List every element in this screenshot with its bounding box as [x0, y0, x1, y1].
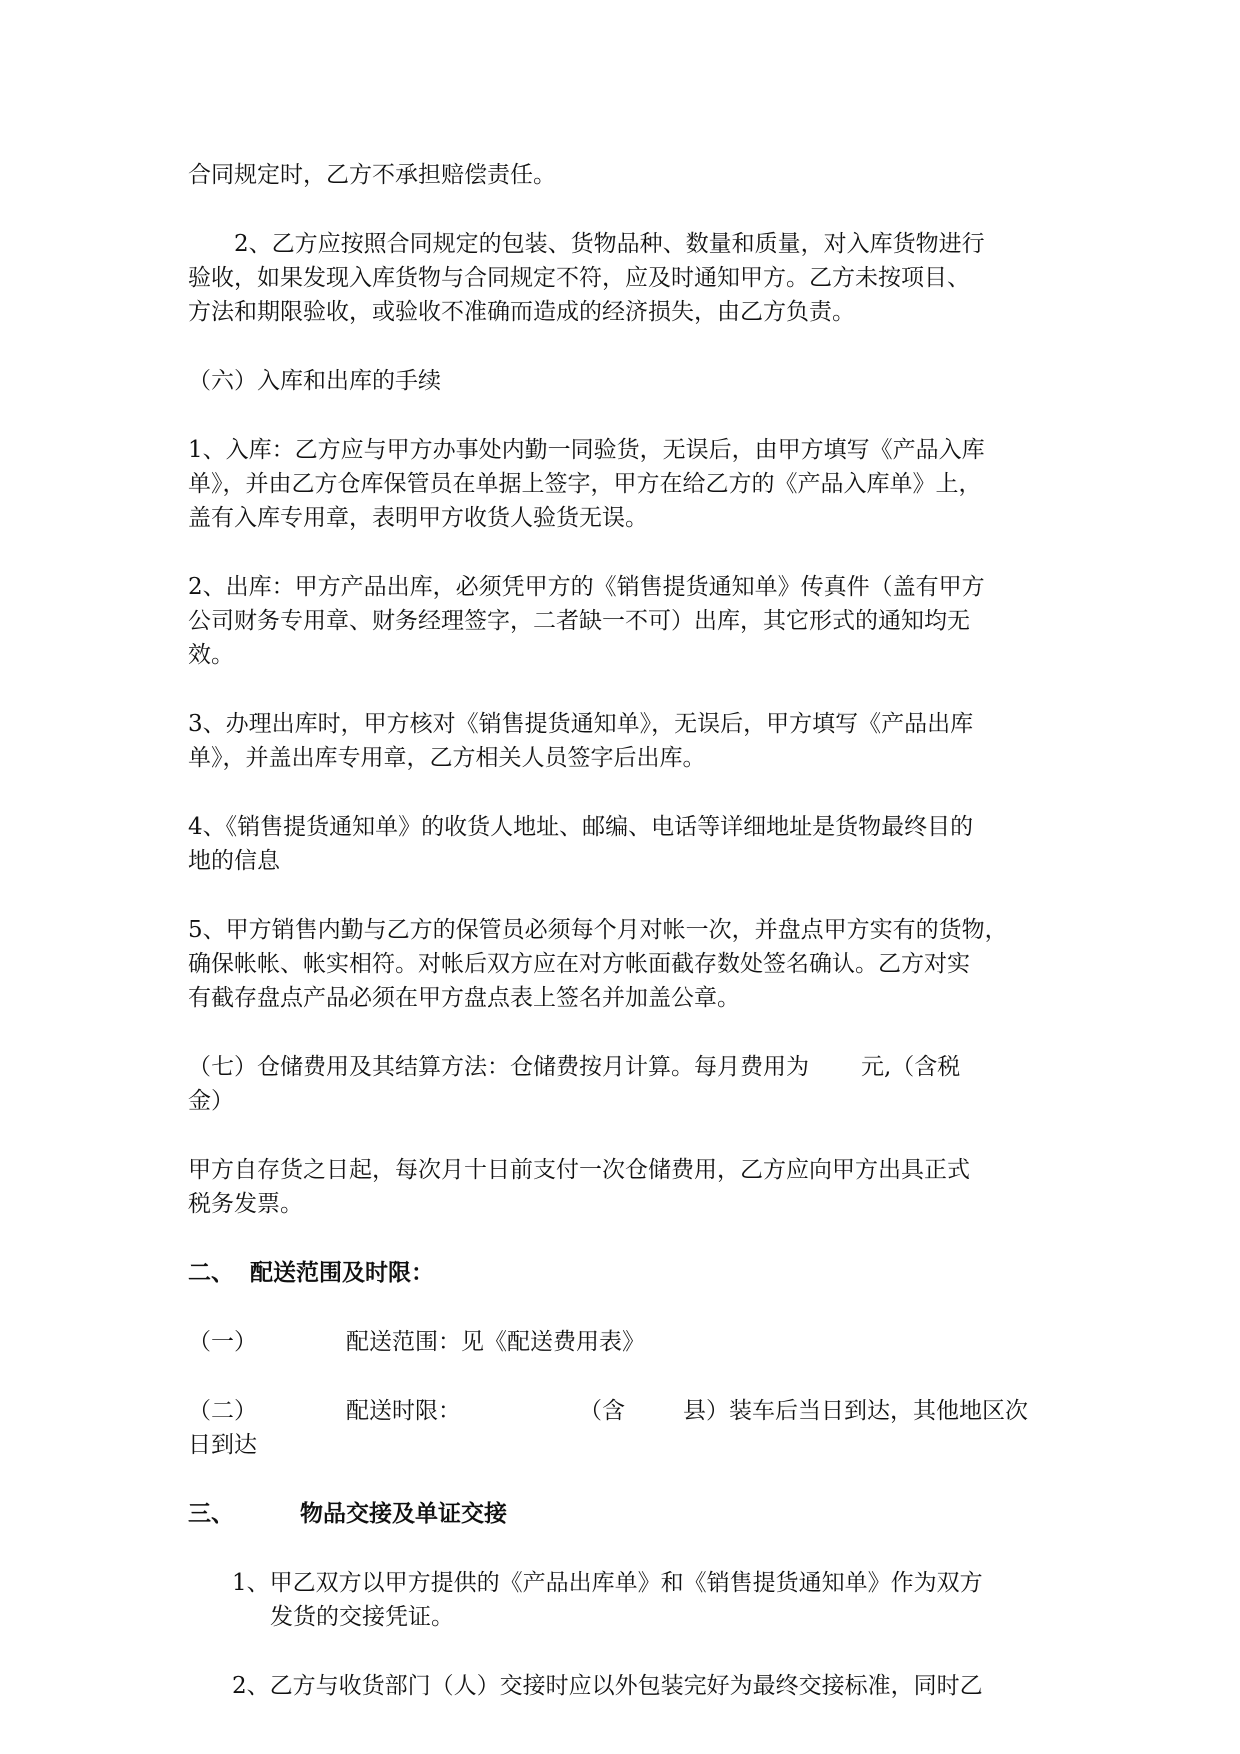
fee-unit: 元,（含税 — [861, 1054, 961, 1080]
text-line — [188, 1394, 1060, 1428]
section-7-storage-fees — [188, 1050, 1060, 1118]
item-warehousing-out — [188, 570, 1060, 672]
text-line: 金） — [188, 1088, 234, 1114]
sub-number: （二） — [188, 1398, 257, 1424]
item-outbound-procedure — [188, 707, 1060, 775]
heading-delivery-scope — [188, 1256, 1060, 1290]
text-line: 日到达 — [188, 1432, 257, 1458]
heading-title: 物品交接及单证交接 — [300, 1500, 507, 1527]
text-line: 方法和期限验收，或验收不准确而造成的经济损失，由乙方负责。 — [188, 299, 855, 325]
sub-delivery-range — [188, 1325, 1060, 1359]
text-line: 地的信息 — [188, 848, 280, 874]
text-line: 1、入库：乙方应与甲方办事处内勤一同验货，无误后，由甲方填写《产品入库 — [188, 437, 985, 463]
heading-handover — [188, 1497, 1060, 1531]
text-line: 甲方自存货之日起，每次月十日前支付一次仓储费用，乙方应向甲方出具正式 — [188, 1157, 970, 1183]
sub-text: 配送范围：见《配送费用表》 — [346, 1329, 645, 1355]
text-line: 5、甲方销售内勤与乙方的保管员必须每个月对帐一次，并盘点甲方实有的货物， — [188, 917, 1008, 943]
document-page — [188, 158, 1060, 1703]
section-6-title: （六）入库和出库的手续 — [188, 368, 441, 394]
text-line: 2、乙方与收货部门（人）交接时应以外包装完好为最终交接标准，同时乙 — [232, 1673, 983, 1699]
paragraph-acceptance — [188, 227, 1060, 261]
heading-number: 三、 — [188, 1500, 234, 1527]
text-line: 3、办理出库时，甲方核对《销售提货通知单》，无误后，甲方填写《产品出库 — [188, 711, 974, 737]
text-line: 2、出库：甲方产品出库，必须凭甲方的《销售提货通知单》传真件（盖有甲方 — [188, 574, 985, 600]
text-line: 4、《销售提货通知单》的收货人地址、邮编、电话等详细地址是货物最终目的 — [188, 814, 974, 840]
heading-number: 二、 — [188, 1259, 234, 1286]
paragraph-payment — [188, 1153, 1060, 1221]
text-line: 确保帐帐、帐实相符。对帐后双方应在对方帐面截存数处签名确认。乙方对实 — [188, 951, 970, 977]
text-line: 有截存盘点产品必须在甲方盘点表上签名并加盖公章。 — [188, 985, 740, 1011]
handover-item-1 — [188, 1566, 1060, 1634]
item-warehousing-in — [188, 433, 1060, 535]
sub-label: 配送时限： — [346, 1398, 461, 1424]
sub-rest: 县）装车后当日到达，其他地区次 — [683, 1398, 1028, 1424]
sub-delivery-time — [188, 1394, 1060, 1462]
text-line: 发货的交接凭证。 — [270, 1604, 454, 1630]
text-line — [188, 1050, 1060, 1084]
text-line: 税务发票。 — [188, 1191, 303, 1217]
item-monthly-reconciliation — [188, 913, 1060, 1015]
text-line: 效。 — [188, 642, 234, 668]
item-delivery-notice-info — [188, 810, 1060, 878]
sub-han: （含 — [579, 1398, 625, 1424]
text-line: 2、乙方应按照合同规定的包装、货物品种、数量和质量，对入库货物进行 — [234, 231, 985, 257]
text-line: 1、甲乙双方以甲方提供的《产品出库单》和《销售提货通知单》作为双方 — [232, 1570, 983, 1596]
heading-title: 配送范围及时限： — [250, 1259, 434, 1286]
text-line: 单》，并盖出库专用章，乙方相关人员签字后出库。 — [188, 745, 706, 771]
sub-number: （一） — [188, 1329, 257, 1355]
paragraph-acceptance-cont — [188, 261, 1060, 329]
text-line: 单》，并由乙方仓库保管员在单据上签字，甲方在给乙方的《产品入库单》上， — [188, 471, 982, 497]
text-line: 验收，如果发现入库货物与合同规定不符，应及时通知甲方。乙方未按项目、 — [188, 265, 970, 291]
text-line: 公司财务专用章、财务经理签字，二者缺一不可）出库，其它形式的通知均无 — [188, 608, 970, 634]
paragraph-continuation: 合同规定时，乙方不承担赔偿责任。 — [188, 162, 556, 188]
text-line: 盖有入库专用章，表明甲方收货人验货无误。 — [188, 505, 648, 531]
fee-text: （七）仓储费用及其结算方法：仓储费按月计算。每月费用为 — [188, 1054, 809, 1080]
handover-item-2 — [188, 1669, 1060, 1703]
